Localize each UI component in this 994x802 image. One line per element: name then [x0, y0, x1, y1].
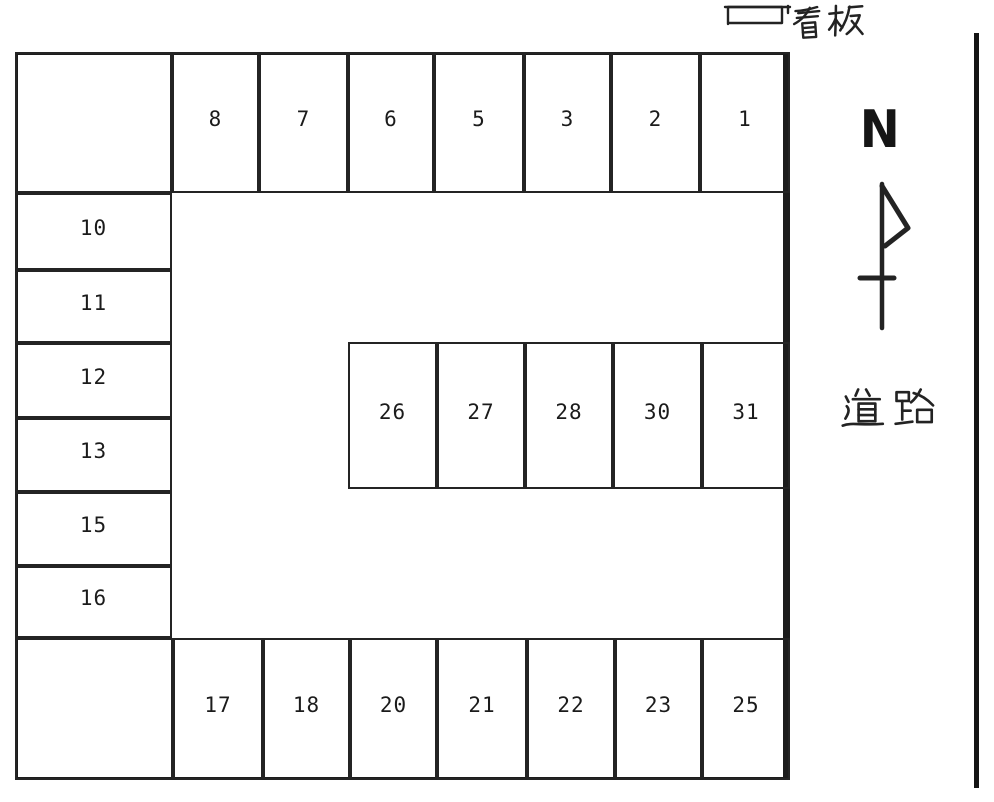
parking-stall-16	[15, 566, 172, 638]
stall-number: 8	[208, 106, 223, 131]
signboard-label	[788, 3, 864, 43]
stall-number: 25	[732, 693, 760, 717]
stall-number: 12	[79, 364, 108, 389]
parking-stall-22	[527, 638, 615, 780]
stall-number: 20	[379, 693, 408, 717]
kanji-ro	[896, 390, 933, 424]
stall-number: 21	[468, 693, 496, 717]
parking-stall-21	[437, 638, 527, 780]
parking-stall-5	[434, 52, 524, 193]
stall-number: 13	[79, 439, 108, 463]
parking-stall-27	[437, 342, 525, 489]
parking-stall-30	[613, 342, 702, 489]
stall-number: 7	[296, 106, 311, 131]
parking-stall-23	[615, 638, 702, 780]
flag-pennant	[882, 186, 908, 246]
parking-stall-26	[348, 342, 437, 489]
stall-number: 28	[555, 399, 583, 424]
parking-stall-20	[350, 638, 437, 780]
parking-stall-1	[700, 52, 790, 193]
empty-cell-top-left	[15, 52, 172, 193]
stall-number: 18	[292, 693, 321, 717]
compass-flag-icon	[852, 178, 916, 332]
parking-stall-2	[611, 52, 700, 193]
stall-number: 5	[472, 106, 486, 131]
kanji-kan	[794, 7, 819, 38]
compass-north-label: N	[859, 100, 900, 160]
stall-number: 22	[557, 693, 585, 717]
road-edge-line	[974, 33, 979, 788]
parking-stall-11	[15, 270, 172, 343]
parking-stall-6	[348, 52, 434, 193]
parking-stall-8	[172, 52, 259, 193]
parking-stall-15	[15, 492, 172, 566]
parking-stall-28	[525, 342, 613, 489]
signboard-icon	[724, 2, 794, 26]
parking-stall-13	[15, 418, 172, 492]
road-label	[841, 384, 939, 434]
parking-stall-17	[173, 638, 263, 780]
stall-number: 2	[648, 106, 663, 131]
stall-number: 30	[643, 399, 672, 424]
kanji-michi	[843, 390, 883, 426]
stall-number: 26	[378, 399, 407, 424]
stall-number: 31	[732, 399, 760, 424]
stall-number: 27	[467, 399, 495, 424]
parking-stall-18	[263, 638, 350, 780]
parking-stall-25	[702, 638, 790, 780]
stall-number: 17	[204, 693, 232, 717]
stall-number: 11	[79, 290, 108, 315]
stall-number: 1	[738, 106, 752, 131]
stall-number: 6	[384, 106, 398, 131]
parking-stall-12	[15, 343, 172, 418]
stall-number: 23	[644, 693, 673, 717]
kanji-ban	[829, 6, 862, 36]
parking-stall-7	[259, 52, 348, 193]
parking-stall-10	[15, 193, 172, 270]
stall-number: 3	[560, 106, 575, 131]
stall-number: 16	[79, 586, 108, 610]
parking-stall-31	[702, 342, 790, 489]
stall-number: 10	[79, 215, 108, 240]
stall-number: 15	[79, 513, 108, 537]
empty-cell-bottom-left	[15, 638, 173, 780]
parking-stall-3	[524, 52, 611, 193]
